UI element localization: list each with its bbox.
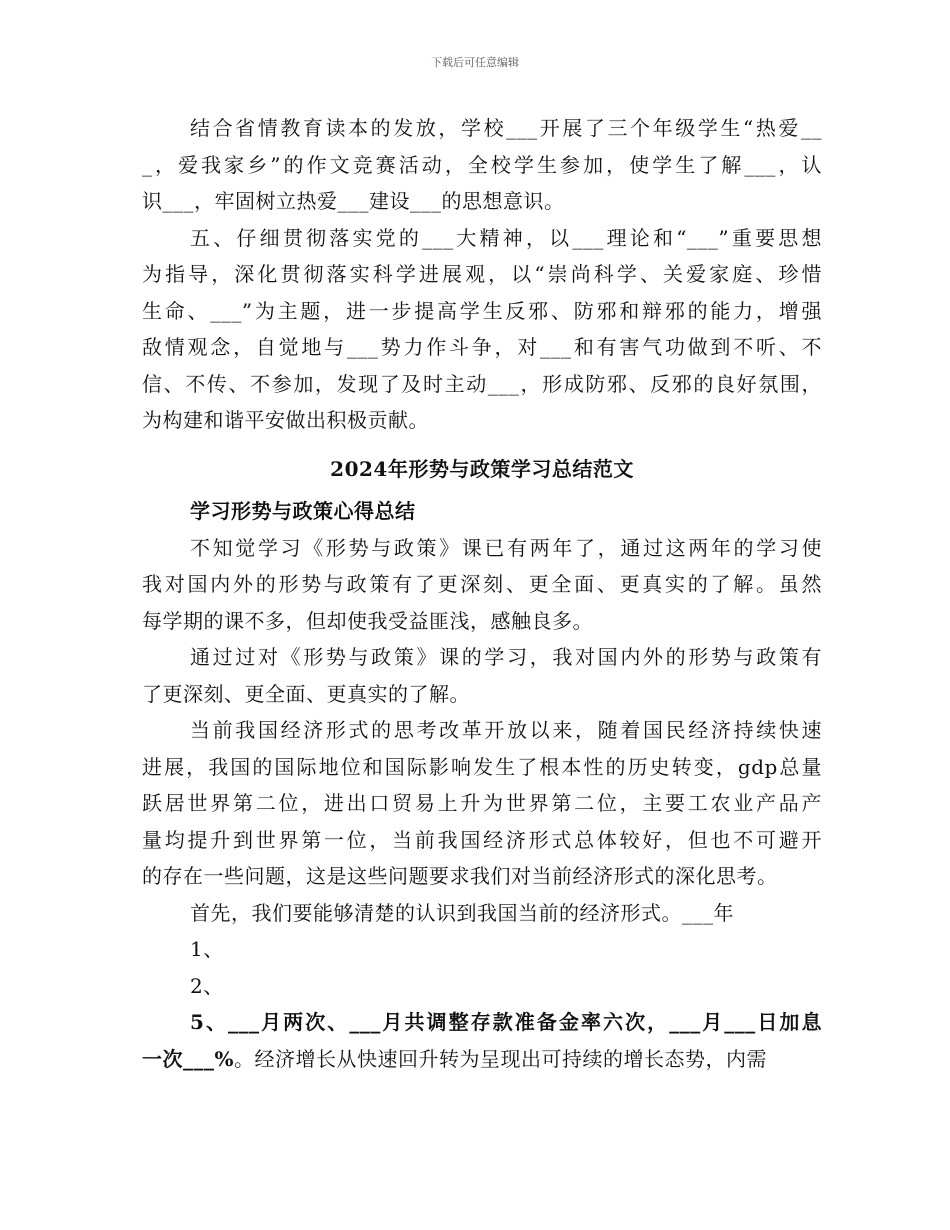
document-body	[142, 110, 822, 1077]
paragraph-line: 的存在一些问题，这是这些问题要求我们对当前经济形式的深化思考。	[142, 864, 778, 888]
document-title: 2024年形势与政策学习总结范文	[330, 456, 634, 481]
section-2-paragraph	[142, 220, 822, 439]
paragraph-line: 为构建和谐平安做出积极贡献。	[142, 408, 429, 432]
paragraph-line: _，爱我家乡”的作文竞赛活动，全校学生参加，使学生了解___，认	[142, 152, 822, 177]
subheading: 学习形势与政策心得总结	[190, 499, 416, 523]
paragraph-2	[142, 639, 822, 712]
paragraph-line: 生命、___”为主题，进一步提高学生反邪、防邪和辩邪的能力，增强	[142, 298, 822, 323]
paragraph-line-mixed	[142, 1041, 822, 1078]
paragraph-line: 不知觉学习《形势与政策》课已有两年了，通过这两年的学习使	[190, 535, 822, 560]
list-item-1: 1、	[190, 937, 224, 961]
paragraph-line: 进展，我国的国际地位和国际影响发生了根本性的历史转变，gdp总量	[142, 754, 822, 779]
paragraph-line: 敌情观念，自觉地与___势力作斗争，对___和有害气功做到不听、不	[142, 335, 822, 359]
section-1-paragraph	[142, 110, 822, 220]
bold-text: 一次___%	[142, 1046, 235, 1071]
regular-text: 。经济增长从快速回升转为呈现出可持续的增长态势，内需	[234, 1046, 768, 1071]
paragraph-1	[142, 530, 822, 640]
paragraph-line: 结合省情教育读本的发放，学校___开展了三个年级学生“热爱__	[190, 116, 822, 140]
paragraph-line: 通过过对《形势与政策》课的学习，我对国内外的形势与政策有	[190, 645, 822, 669]
paragraph-line: 当前我国经济形式的思考改革开放以来，随着国民经济持续快速	[190, 718, 822, 742]
paragraph-line: 识___，牢固树立热爱___建设___的思想意识。	[142, 189, 565, 213]
paragraph-line: 为指导，深化贯彻落实科学进展观，以“崇尚科学、关爱家庭、珍惜	[142, 262, 822, 286]
paragraph-5	[142, 1004, 822, 1077]
paragraph-line: 我对国内外的形势与政策有了更深刻、更全面、更真实的了解。虽然	[142, 572, 822, 596]
paragraph-3	[142, 712, 822, 895]
paragraph-line: 信、不传、不参加，发现了及时主动___，形成防邪、反邪的良好氛围，	[142, 371, 822, 396]
paragraph-line: 每学期的课不多，但却使我受益匪浅，感触良多。	[142, 608, 593, 633]
paragraph-line-bold: 5、___月两次、___月共调整存款准备金率六次，___月___日加息	[190, 1010, 822, 1034]
page-header: 下载后可任意编辑	[431, 56, 519, 69]
paragraph-line: 量均提升到世界第一位，当前我国经济形式总体较好，但也不可避开	[142, 827, 822, 852]
list-item-2: 2、	[190, 973, 224, 998]
paragraph-line: 跃居世界第二位，进出口贸易上升为世界第二位，主要工农业产品产	[142, 791, 822, 815]
paragraph-line: 五、仔细贯彻落实党的___大精神，以___理论和“___”重要思想	[190, 225, 822, 250]
paragraph-4: 首先，我们要能够清楚的认识到我国当前的经济形式。___年	[190, 900, 734, 925]
paragraph-line: 了更深刻、更全面、更真实的了解。	[142, 681, 470, 706]
